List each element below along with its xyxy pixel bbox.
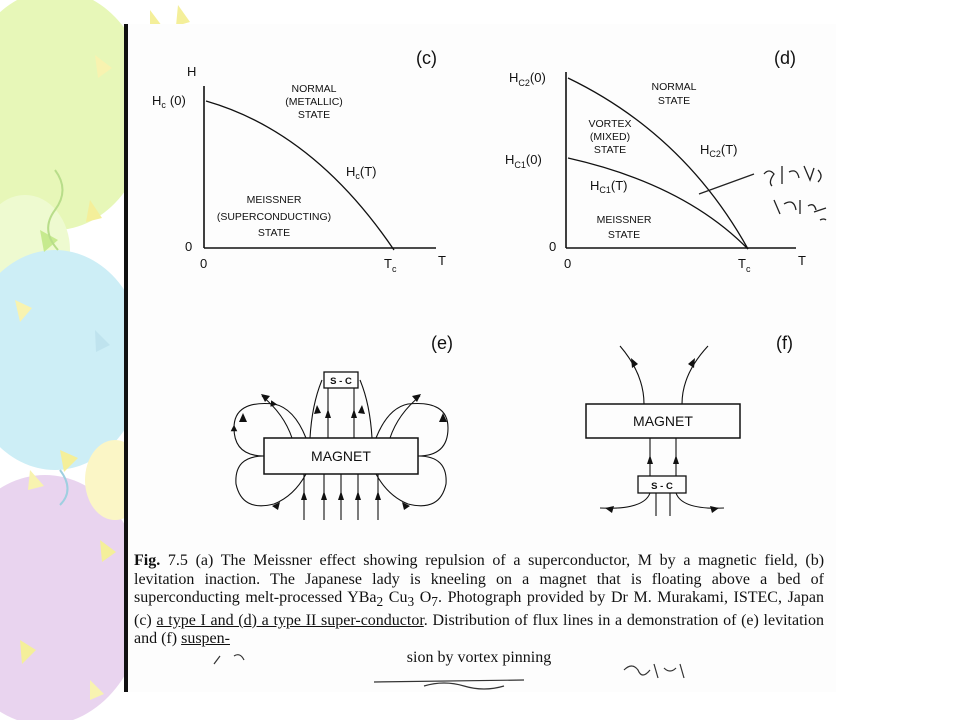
caption-sub-o: 7 bbox=[431, 594, 438, 610]
panel-c-curve-label: $H_c(T)$ bbox=[346, 164, 377, 181]
panel-c-origin-x: 0 bbox=[200, 256, 208, 271]
panel-d-hc1-curve-label: $H_{C1}(T)$ bbox=[590, 178, 628, 195]
caption-underlined-2: suspen- bbox=[181, 630, 230, 648]
caption-sub-ba: 2 bbox=[376, 594, 384, 610]
panel-f-magnet-label: MAGNET bbox=[633, 413, 693, 429]
panel-c-origin-y: 0 bbox=[185, 239, 193, 254]
caption-text-4: sion by vortex pinning bbox=[406, 648, 552, 666]
caption-text-2: . Photograph provided by Dr M. Murakami, ISTEC, Japan (c) bbox=[134, 589, 824, 629]
panel-d-meissner-line-1: MEISSNER bbox=[596, 214, 652, 226]
panel-c-tag: (c) bbox=[416, 48, 437, 68]
panel-d-origin-x: 0 bbox=[564, 256, 572, 271]
panel-d-x-axis-label: T bbox=[798, 253, 806, 268]
panel-f-tag: (f) bbox=[776, 333, 793, 353]
caption-text-1: (a) The Meissner effect showing repulsion of a superconductor, M by a magnetic field, (b) levitation inaction. The Japanese lady is kneeling on a magnet that is floating above a bed of superconducting melt-processed YBa bbox=[134, 552, 825, 606]
panel-d-hc2-curve-label: $H_{C2}(T)$ bbox=[700, 142, 738, 159]
caption-text-3: . Distribution of flux lines in a demonstration of (e) levitation and (f) bbox=[134, 611, 824, 648]
panel-c-meissner-line-3: STATE bbox=[257, 227, 291, 239]
panel-d-origin-y: 0 bbox=[549, 239, 557, 254]
handwritten-annotation bbox=[699, 166, 826, 220]
caption-underlined-1: a type I and (d) a type II super-conductor bbox=[156, 611, 424, 629]
panel-c-meissner-line-1: MEISSNER bbox=[246, 194, 302, 206]
panel-f-sc-label: S - C bbox=[651, 481, 673, 492]
panel-e-levitation bbox=[234, 333, 453, 520]
caption-cu: Cu bbox=[383, 589, 408, 606]
panel-c-x-axis-label: T bbox=[438, 253, 446, 268]
panel-d-tc-label: $T_c$ bbox=[738, 256, 751, 274]
panel-c-phase-diagram-type-i bbox=[152, 48, 446, 274]
panel-d-normal-line-1: NORMAL bbox=[651, 81, 697, 93]
caption-fig-number: 7.5 bbox=[167, 552, 188, 569]
panel-c-y-axis-label: H bbox=[187, 64, 197, 79]
panel-d-vortex-line-1: VORTEX bbox=[588, 118, 632, 130]
panel-d-vortex-line-2: (MIXED) bbox=[589, 131, 631, 143]
panel-c-hc0-label: $H_c$ (0) bbox=[152, 93, 186, 110]
panel-e-tag: (e) bbox=[431, 333, 453, 353]
panel-c-meissner-line-2: (SUPERCONDUCTING) bbox=[216, 211, 332, 223]
caption-fig-label: Fig. bbox=[134, 552, 161, 569]
panel-d-hc1-0-label: $H_{C1}(0)$ bbox=[505, 152, 542, 170]
panel-c-normal-line-3: STATE bbox=[297, 109, 331, 121]
panel-c-tc-label: $T_c$ bbox=[384, 256, 397, 274]
caption-sub-cu: 3 bbox=[407, 594, 415, 610]
panel-d-hc1-curve bbox=[568, 158, 748, 249]
panel-d-phase-diagram-type-ii bbox=[505, 48, 826, 274]
panel-d-normal-line-2: STATE bbox=[657, 95, 691, 107]
panel-d-hc2-0-label: $H_{C2}(0)$ bbox=[509, 70, 546, 88]
panel-d-meissner-line-2: STATE bbox=[607, 229, 641, 241]
panel-e-sc-label: S - C bbox=[330, 376, 352, 387]
panel-e-magnet-label: MAGNET bbox=[311, 448, 371, 464]
panel-d-vortex-line-3: STATE bbox=[593, 144, 627, 156]
figure-caption bbox=[134, 552, 824, 667]
panel-d-tag: (d) bbox=[774, 48, 796, 68]
panel-c-normal-line-1: NORMAL bbox=[291, 83, 337, 95]
caption-o: O bbox=[414, 589, 432, 606]
panel-f-suspension bbox=[586, 333, 793, 516]
panel-c-normal-line-2: (METALLIC) bbox=[285, 96, 343, 108]
